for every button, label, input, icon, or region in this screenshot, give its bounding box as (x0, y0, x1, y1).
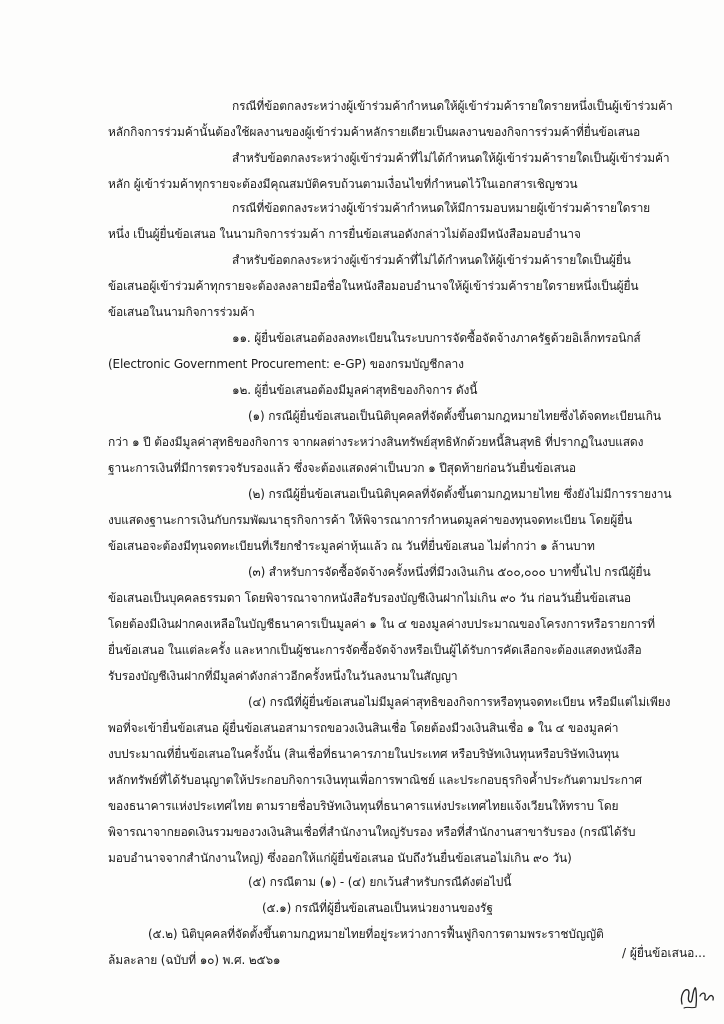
text-line: รับรองบัญชีเงินฝากที่มีมูลค่าดังกล่าวอีกครั้งหนึ่งในวันลงนามในสัญญา (108, 669, 458, 683)
text-line: กรณีที่ข้อตกลงระหว่างผู้เข้าร่วมค้ากำหนดให้ผู้เข้าร่วมค้ารายใดรายหนึ่งเป็นผู้เข้าร่วมค้า (232, 99, 673, 113)
text-line: สำหรับข้อตกลงระหว่างผู้เข้าร่วมค้าที่ไม่ได้กำหนดให้ผู้เข้าร่วมค้ารายใดเป็นผู้เข้าร่วมค้า (232, 151, 670, 165)
text-line: ยื่นข้อเสนอ ในแต่ละครั้ง และหากเป็นผู้ชนะการจัดซื้อจัดจ้างหรือเป็นผู้ได้รับการคัดเลือกจะต้องแสดงหนังสือ (108, 643, 642, 657)
text-line: กรณีที่ข้อตกลงระหว่างผู้เข้าร่วมค้ากำหนดให้มีการมอบหมายผู้เข้าร่วมค้ารายใดราย (232, 201, 651, 215)
next-page-marker: / ผู้ยื่นข้อเสนอ... (622, 946, 706, 960)
text-line: งบประมาณที่ยื่นข้อเสนอในครั้งนั้น (สินเชื่อที่ธนาคารภายในประเทศ หรือบริษัทเงินทุนหรือบริษัทเงินทุน (108, 747, 619, 761)
text-line: พอที่จะเข้ายื่นข้อเสนอ ผู้ยื่นข้อเสนอสามารถขอวงเงินสินเชื่อ โดยต้องมีวงเงินสินเชื่อ ๑ ใน ๔ ของมูลค่า (108, 721, 619, 735)
text-line: หลัก ผู้เข้าร่วมค้าทุกรายจะต้องมีคุณสมบัติครบถ้วนตามเงื่อนไขที่กำหนดไว้ในเอกสารเชิญชวน (108, 177, 578, 191)
text-line: หลักกิจการร่วมค้านั้นต้องใช้ผลงานของผู้เข้าร่วมค้าหลักรายเดียวเป็นผลงานของกิจการร่วมค้าที่ยื่นข้อเสนอ (108, 125, 641, 139)
text-line: ของธนาคารแห่งประเทศไทย ตามรายชื่อบริษัทเงินทุนที่ธนาคารแห่งประเทศไทยแจ้งเวียนให้ทราบ โดย (108, 799, 619, 813)
text-line: หลักทรัพย์ที่ได้รับอนุญาตให้ประกอบกิจการเงินทุนเพื่อการพาณิชย์ และประกอบธุรกิจค้ำประกันตามประกาศ (108, 773, 642, 787)
text-line: (๑) กรณีผู้ยื่นข้อเสนอเป็นนิติบุคคลที่จัดตั้งขึ้นตามกฎหมายไทยซึ่งได้จดทะเบียนเกิน (248, 409, 661, 423)
text-line: หนึ่ง เป็นผู้ยื่นข้อเสนอ ในนามกิจการร่วมค้า การยื่นข้อเสนอดังกล่าวไม่ต้องมีหนังสือมอบอำนาจ (108, 227, 581, 241)
text-line: (๕.๒) นิติบุคคลที่จัดตั้งขึ้นตามกฎหมายไทยที่อยู่ระหว่างการฟื้นฟูกิจการตามพระราชบัญญัติ (148, 927, 604, 941)
text-line: สำหรับข้อตกลงระหว่างผู้เข้าร่วมค้าที่ไม่ได้กำหนดให้ผู้เข้าร่วมค้ารายใดเป็นผู้ยื่น (232, 253, 631, 267)
text-line: ข้อเสนอเป็นบุคคลธรรมดา โดยพิจารณาจากหนังสือรับรองบัญชีเงินฝากไม่เกิน ๙๐ วัน ก่อนวันยื่นข้อเสนอ (108, 591, 631, 605)
section-11-heading: ๑๑. ผู้ยื่นข้อเสนอต้องลงทะเบียนในระบบการจัดซื้อจัดจ้างภาครัฐด้วยอิเล็กทรอนิกส์ (232, 331, 641, 345)
text-line: (๒) กรณีผู้ยื่นข้อเสนอเป็นนิติบุคคลที่จัดตั้งขึ้นตามกฎหมายไทย ซึ่งยังไม่มีการรายงาน (248, 487, 672, 501)
text-line: ข้อเสนอในนามกิจการร่วมค้า (108, 305, 255, 319)
text-line: (๓) สำหรับการจัดซื้อจัดจ้างครั้งหนึ่งที่มีวงเงินเกิน ๕๐๐,๐๐๐ บาทขึ้นไป กรณีผู้ยื่น (248, 565, 651, 579)
text-line: มอบอำนาจจากสำนักงานใหญ่) ซึ่งออกให้แก่ผู้ยื่นข้อเสนอ นับถึงวันยื่นข้อเสนอไม่เกิน ๙๐ วัน) (108, 851, 572, 865)
section-12-heading: ๑๒. ผู้ยื่นข้อเสนอต้องมีมูลค่าสุทธิของกิจการ ดังนี้ (232, 383, 478, 397)
handwritten-initials (676, 976, 718, 1014)
text-line: (๔) กรณีที่ผู้ยื่นข้อเสนอไม่มีมูลค่าสุทธิของกิจการหรือทุนจดทะเบียน หรือมีแต่ไม่เพียง (248, 695, 671, 709)
text-line: พิจารณาจากยอดเงินรวมของวงเงินสินเชื่อที่สำนักงานใหญ่รับรอง หรือที่สำนักงานสาขารับรอง (กรณีได้รับ (108, 825, 636, 839)
text-line: งบแสดงฐานะการเงินกับกรมพัฒนาธุรกิจการค้า ให้พิจารณาการกำหนดมูลค่าของทุนจดทะเบียน โดยผู้ยื่น (108, 513, 633, 527)
text-line: ข้อเสนอผู้เข้าร่วมค้าทุกรายจะต้องลงลายมือชื่อในหนังสือมอบอำนาจให้ผู้เข้าร่วมค้ารายใดรายหนึ่งเป็นผู้ยื่น (108, 279, 639, 293)
text-line: ข้อเสนอจะต้องมีทุนจดทะเบียนที่เรียกชำระมูลค่าหุ้นแล้ว ณ วันที่ยื่นข้อเสนอ ไม่ต่ำกว่า ๑ ล้านบาท (108, 539, 595, 553)
text-line: (๕.๑) กรณีที่ผู้ยื่นข้อเสนอเป็นหน่วยงานของรัฐ (262, 901, 493, 915)
text-line: (๕) กรณีตาม (๑) - (๔) ยกเว้นสำหรับกรณีดังต่อไปนี้ (248, 875, 512, 889)
text-line: (Electronic Government Procurement: e-GP) ของกรมบัญชีกลาง (108, 357, 464, 371)
text-line: กว่า ๑ ปี ต้องมีมูลค่าสุทธิของกิจการ จากผลต่างระหว่างสินทรัพย์สุทธิหักด้วยหนี้สินสุทธิ ที่ปรากฏในงบแสดง (108, 435, 644, 449)
text-line: ล้มละลาย (ฉบับที่ ๑๐) พ.ศ. ๒๕๖๑ (108, 953, 281, 967)
text-line: ฐานะการเงินที่มีการตรวจรับรองแล้ว ซึ่งจะต้องแสดงค่าเป็นบวก ๑ ปีสุดท้ายก่อนวันยื่นข้อเสนอ (108, 461, 576, 475)
text-line: โดยต้องมีเงินฝากคงเหลือในบัญชีธนาคารเป็นมูลค่า ๑ ใน ๔ ของมูลค่างบประมาณของโครงการหรือรายการที่ (108, 617, 655, 631)
